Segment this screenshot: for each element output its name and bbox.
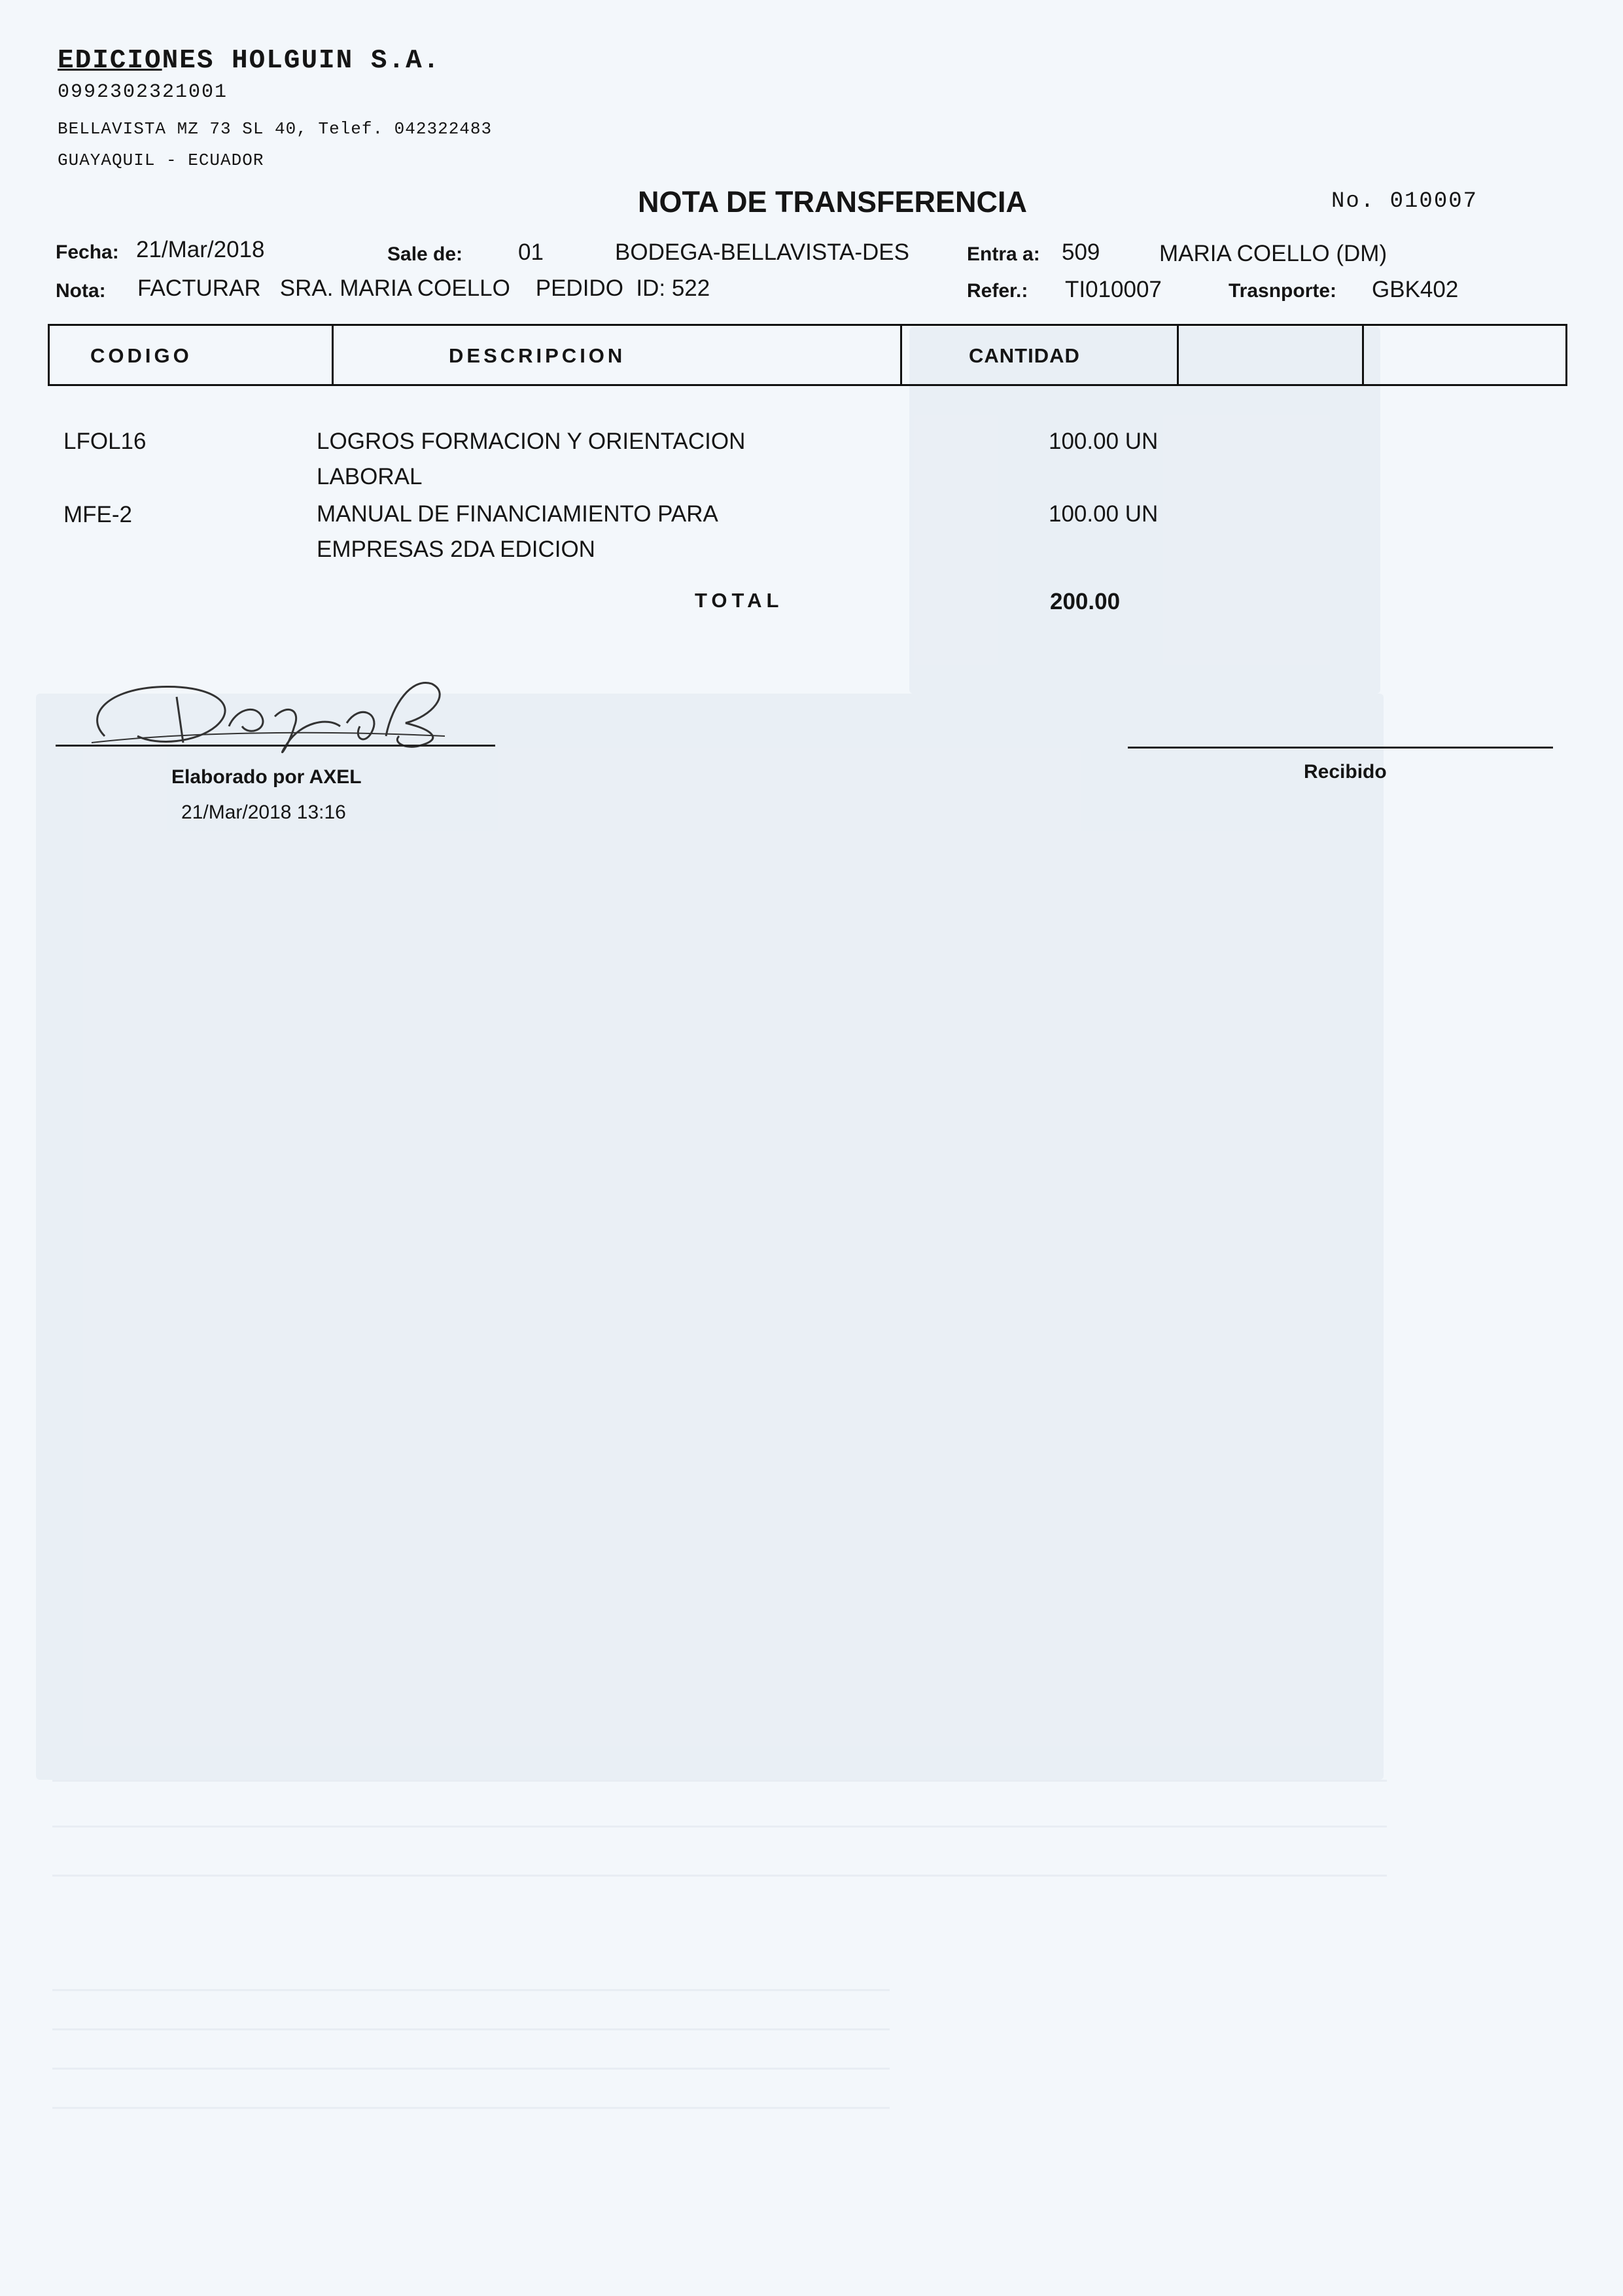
document-title: NOTA DE TRANSFERENCIA: [638, 185, 1027, 219]
column-divider: [1362, 326, 1364, 384]
recibido-label: Recibido: [1304, 761, 1387, 783]
entra-a-name: MARIA COELLO (DM): [1159, 241, 1387, 266]
header-descripcion: DESCRIPCION: [449, 344, 626, 367]
row-codigo: LFOL16: [63, 429, 147, 454]
transporte-value: GBK402: [1372, 277, 1459, 302]
header-cantidad: CANTIDAD: [969, 344, 1080, 367]
row-codigo: MFE-2: [63, 502, 132, 527]
refer-value: TI010007: [1065, 277, 1162, 302]
bleed-through-line: [52, 1826, 1387, 1828]
column-divider: [1177, 326, 1179, 384]
handwritten-signature: [79, 664, 458, 762]
transporte-label: Trasnporte:: [1229, 280, 1337, 302]
company-name-rest: NES HOLGUIN S.A.: [162, 46, 441, 76]
bleed-through-line: [52, 2068, 890, 2070]
nota-value: FACTURAR SRA. MARIA COELLO PEDIDO ID: 522: [137, 275, 710, 301]
row-descripcion: MANUAL DE FINANCIAMIENTO PARA: [317, 501, 718, 527]
sale-de-code: 01: [518, 239, 544, 265]
bleed-through-line: [52, 1875, 1387, 1877]
elaborado-label: Elaborado por AXEL: [171, 766, 362, 788]
fecha-label: Fecha:: [56, 241, 119, 263]
row-cantidad: 100.00 UN: [1049, 501, 1159, 527]
nota-label: Nota:: [56, 280, 106, 302]
company-ruc: 0992302321001: [58, 81, 228, 103]
bleed-through-area: [36, 694, 1384, 1780]
entra-a-label: Entra a:: [967, 243, 1040, 265]
bleed-through-line: [52, 1989, 890, 1991]
elaborado-timestamp: 21/Mar/2018 13:16: [181, 802, 346, 823]
bleed-through-line: [52, 2107, 890, 2109]
bleed-through-line: [52, 2028, 890, 2030]
column-divider: [900, 326, 902, 384]
entra-a-code: 509: [1062, 239, 1100, 265]
sale-de-label: Sale de:: [387, 243, 463, 265]
refer-label: Refer.:: [967, 280, 1028, 302]
column-divider: [332, 326, 334, 384]
company-address: BELLAVISTA MZ 73 SL 40, Telef. 042322483: [58, 119, 493, 139]
row-cantidad: 100.00 UN: [1049, 429, 1159, 454]
company-city: GUAYAQUIL - ECUADOR: [58, 150, 264, 170]
total-value: 200.00: [1050, 589, 1121, 614]
sale-de-bodega: BODEGA-BELLAVISTA-DES: [615, 239, 909, 265]
fecha-value: 21/Mar/2018: [136, 237, 265, 262]
recibido-signature-line: [1128, 747, 1553, 749]
items-table-header: [48, 324, 1567, 386]
bleed-through-line: [52, 1780, 1387, 1782]
row-descripcion-line2: EMPRESAS 2DA EDICION: [317, 537, 595, 562]
row-descripcion-line2: LABORAL: [317, 464, 423, 489]
document-number: No. 010007: [1331, 189, 1478, 214]
company-name-underlined: EDICIO: [58, 46, 162, 76]
row-descripcion: LOGROS FORMACION Y ORIENTACION: [317, 429, 746, 454]
header-codigo: CODIGO: [90, 344, 192, 367]
total-label: TOTAL: [695, 589, 784, 612]
company-name: [58, 46, 440, 76]
elaborado-signature-line: [56, 745, 495, 747]
